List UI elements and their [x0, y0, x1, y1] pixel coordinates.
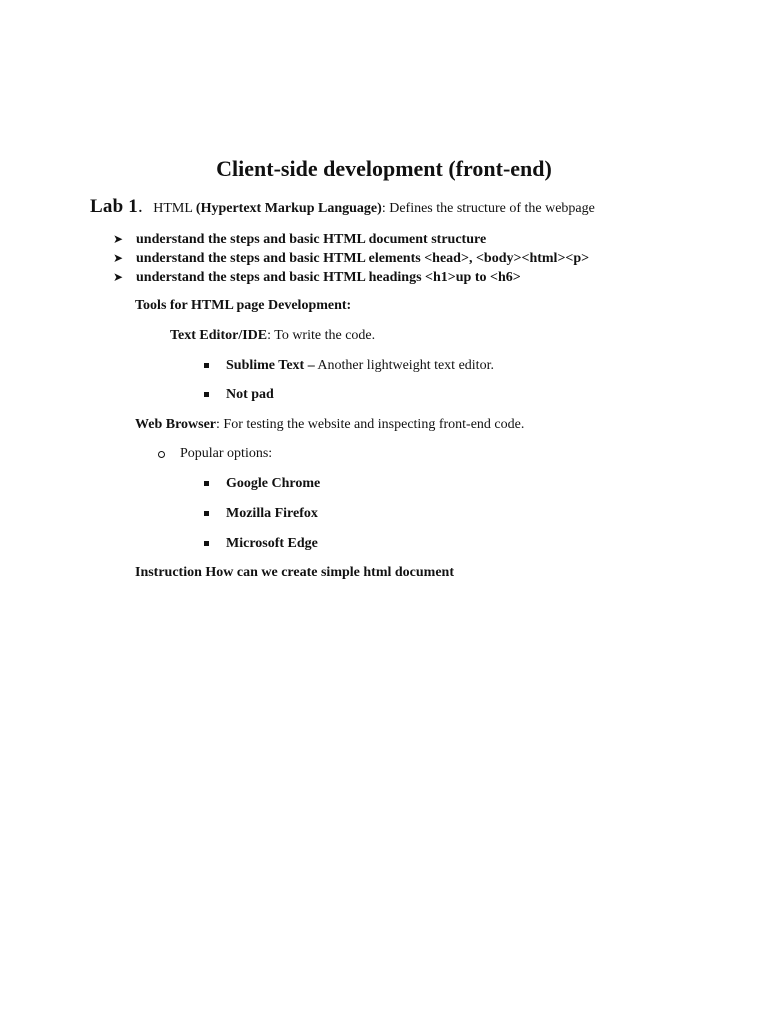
web-browser-line	[135, 415, 524, 435]
objective-text: understand the steps and basic HTML elements <head>, <body><html><p>	[136, 251, 590, 266]
list-item	[226, 356, 494, 376]
text-editor-label: Text Editor/IDE	[170, 328, 268, 343]
lab-description: : Defines the structure of the webpage	[381, 201, 595, 216]
editor-name: Sublime Text –	[226, 358, 315, 373]
editor-description: Another lightweight text editor.	[314, 358, 494, 373]
list-item	[226, 385, 274, 405]
square-bullet-icon	[204, 511, 209, 516]
objective-text: understand the steps and basic HTML document structure	[136, 232, 487, 247]
browser-option: Microsoft Edge	[226, 536, 318, 551]
square-bullet-icon	[204, 481, 209, 486]
objective-text: understand the steps and basic HTML headings <h1>up to <h6>	[136, 270, 521, 285]
square-bullet-icon	[204, 363, 209, 368]
objectives-list	[113, 230, 589, 287]
list-item	[113, 268, 589, 287]
square-bullet-icon	[204, 392, 209, 397]
browser-option: Google Chrome	[226, 476, 321, 491]
arrowhead-bullet-icon: ➤	[113, 270, 124, 284]
lab-heading-line	[90, 194, 595, 222]
instruction-text: Instruction How can we create simple html document	[135, 565, 454, 580]
list-item	[113, 230, 589, 249]
html-full-name: Hypertext Markup Language	[200, 201, 378, 216]
web-browser-description: : For testing the website and inspecting front-end code.	[216, 417, 525, 432]
arrowhead-bullet-icon: ➤	[113, 232, 124, 246]
arrowhead-bullet-icon: ➤	[113, 251, 124, 265]
text-editor-line	[170, 326, 375, 346]
editor-name: Not pad	[226, 387, 274, 402]
close-parenthesis: )	[377, 201, 382, 216]
html-abbreviation: HTML	[153, 201, 193, 216]
popular-options-label: Popular options:	[180, 446, 273, 461]
hollow-circle-bullet-icon	[158, 451, 165, 458]
text-editor-description: : To write the code.	[267, 328, 376, 343]
lab-label: Lab 1	[90, 196, 138, 217]
square-bullet-icon	[204, 541, 209, 546]
open-parenthesis: (	[195, 201, 201, 216]
browser-option: Mozilla Firefox	[226, 506, 318, 521]
lab-label-dot: .	[138, 196, 143, 217]
page-title: Client-side development (front-end)	[216, 156, 552, 181]
web-browser-label: Web Browser	[135, 417, 217, 432]
tools-heading: Tools for HTML page Development:	[135, 298, 352, 313]
list-item	[113, 249, 589, 268]
